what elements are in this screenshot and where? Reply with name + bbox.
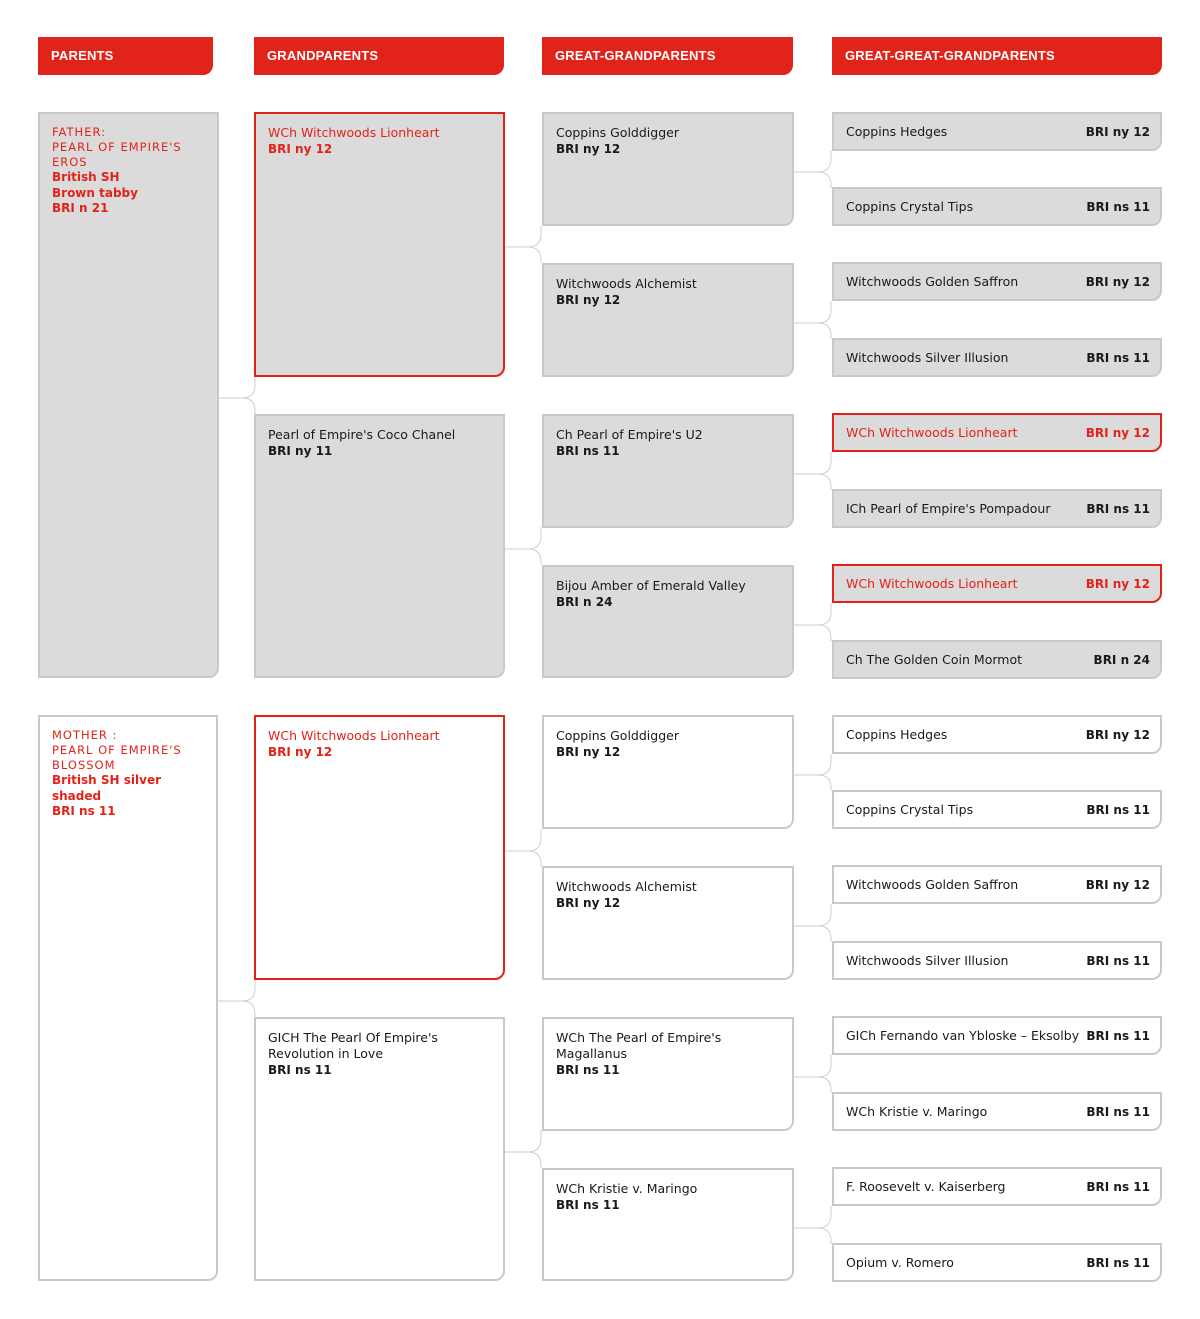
mother-name: PEARL OF EMPIRE'S BLOSSOM [52,743,182,772]
cat-name: Ch Pearl of Empire's U2 [556,427,703,442]
cat-name: Ch The Golden Coin Mormot [846,651,1022,667]
cat-reg: BRI ns 11 [556,444,620,458]
father-great-grandparent-1[interactable] [542,112,794,226]
cat-reg: BRI ny 12 [1085,274,1150,289]
header-parents: PARENTS [38,37,213,75]
cat-reg: BRI ny 12 [1085,124,1150,139]
cat-name: Coppins Golddigger [556,125,679,140]
cat-reg: BRI ny 12 [556,896,621,910]
father-ggp-6[interactable] [832,489,1162,528]
header-grandparents: GRANDPARENTS [254,37,504,75]
cat-reg: BRI ns 11 [1086,350,1150,365]
cat-reg: BRI ny 12 [556,293,621,307]
cat-reg: BRI ns 11 [1086,802,1150,817]
father-great-grandparent-4[interactable] [542,565,794,678]
cat-name: GICh Fernando van Ybloske – Eksolby [846,1027,1080,1043]
cat-reg: BRI ns 11 [1086,1028,1150,1043]
father-ggp-5[interactable] [832,413,1162,452]
cat-name: Witchwoods Silver Illusion [846,952,1009,968]
mother-ggp-8[interactable] [832,1243,1162,1282]
father-ggp-4[interactable] [832,338,1162,377]
father-label: FATHER: [52,125,106,139]
header-great-grandparents: GREAT-GRANDPARENTS [542,37,793,75]
mother-reg: BRI ns 11 [52,804,116,818]
father-great-grandparent-2[interactable] [542,263,794,377]
cat-name: Coppins Golddigger [556,728,679,743]
cat-reg: BRI ns 11 [1086,1255,1150,1270]
mother-ggp-6[interactable] [832,1092,1162,1131]
cat-name: F. Roosevelt v. Kaiserberg [846,1178,1006,1194]
father-ggp-7[interactable] [832,564,1162,603]
mother-great-grandparent-3[interactable] [542,1017,794,1131]
father-great-grandparent-3[interactable] [542,414,794,528]
cat-name: Bijou Amber of Emerald Valley [556,578,746,593]
cat-reg: BRI n 24 [1093,652,1150,667]
cat-name: ICh Pearl of Empire's Pompadour [846,500,1051,516]
cat-name: Witchwoods Alchemist [556,879,697,894]
cat-reg: BRI ny 12 [556,745,621,759]
cat-name: WCh Witchwoods Lionheart [268,125,440,140]
cat-name: WCh Witchwoods Lionheart [846,575,1018,591]
cat-reg: BRI ns 11 [556,1198,620,1212]
cat-name: Coppins Hedges [846,726,948,742]
cat-reg: BRI ny 12 [1085,727,1150,742]
mother-ggp-2[interactable] [832,790,1162,829]
cat-name: Pearl of Empire's Coco Chanel [268,427,456,442]
cat-reg: BRI ny 12 [1085,877,1150,892]
cat-name: Opium v. Romero [846,1254,954,1270]
father-grandparent-2[interactable] [254,414,505,678]
cat-reg: BRI n 24 [556,595,613,609]
mother-label: MOTHER : [52,728,118,742]
cat-reg: BRI ns 11 [1086,199,1150,214]
mother-great-grandparent-4[interactable] [542,1168,794,1281]
cat-name: Witchwoods Alchemist [556,276,697,291]
father-ggp-2[interactable] [832,187,1162,226]
cat-reg: BRI ny 12 [556,142,621,156]
father-breed: British SH [52,170,120,184]
father-card[interactable] [38,112,219,678]
cat-reg: BRI ns 11 [1086,1104,1150,1119]
cat-name: WCh Witchwoods Lionheart [268,728,440,743]
cat-name: WCh Kristie v. Maringo [556,1181,698,1196]
father-grandparent-1[interactable] [254,112,505,377]
cat-name: Coppins Crystal Tips [846,801,974,817]
mother-great-grandparent-2[interactable] [542,866,794,980]
father-ggp-1[interactable] [832,112,1162,151]
cat-reg: BRI ns 11 [1086,1179,1150,1194]
cat-name: WCh Witchwoods Lionheart [846,424,1018,440]
header-great-great-grandparents: GREAT-GREAT-GRANDPARENTS [832,37,1162,75]
father-reg: BRI n 21 [52,201,109,215]
mother-grandparent-1[interactable] [254,715,505,980]
cat-name: Witchwoods Golden Saffron [846,876,1019,892]
father-ggp-3[interactable] [832,262,1162,301]
mother-grandparent-2[interactable] [254,1017,505,1281]
cat-name: Witchwoods Silver Illusion [846,349,1009,365]
cat-reg: BRI ns 11 [1086,501,1150,516]
mother-ggp-3[interactable] [832,865,1162,904]
cat-reg: BRI ny 12 [268,142,333,156]
father-ggp-8[interactable] [832,640,1162,679]
cat-name: Coppins Crystal Tips [846,198,974,214]
father-name: PEARL OF EMPIRE'S EROS [52,140,182,169]
cat-name: WCh The Pearl of Empire's Magallanus [556,1030,722,1061]
cat-name: WCh Kristie v. Maringo [846,1103,988,1119]
mother-breed-color: British SH silver shaded [52,773,162,803]
mother-great-grandparent-1[interactable] [542,715,794,829]
mother-ggp-4[interactable] [832,941,1162,980]
father-color: Brown tabby [52,185,138,200]
mother-ggp-1[interactable] [832,715,1162,754]
cat-reg: BRI ns 11 [268,1063,332,1077]
mother-ggp-5[interactable] [832,1016,1162,1055]
cat-name: Coppins Hedges [846,123,948,139]
cat-reg: BRI ns 11 [1086,953,1150,968]
cat-reg: BRI ny 12 [268,745,333,759]
cat-reg: BRI ns 11 [556,1063,620,1077]
mother-ggp-7[interactable] [832,1167,1162,1206]
cat-name: Witchwoods Golden Saffron [846,273,1019,289]
cat-name: GICH The Pearl Of Empire's Revolution in Love [268,1030,438,1061]
cat-reg: BRI ny 12 [1085,576,1150,591]
cat-reg: BRI ny 12 [1085,425,1150,440]
cat-reg: BRI ny 11 [268,444,333,458]
mother-card[interactable] [38,715,218,1281]
